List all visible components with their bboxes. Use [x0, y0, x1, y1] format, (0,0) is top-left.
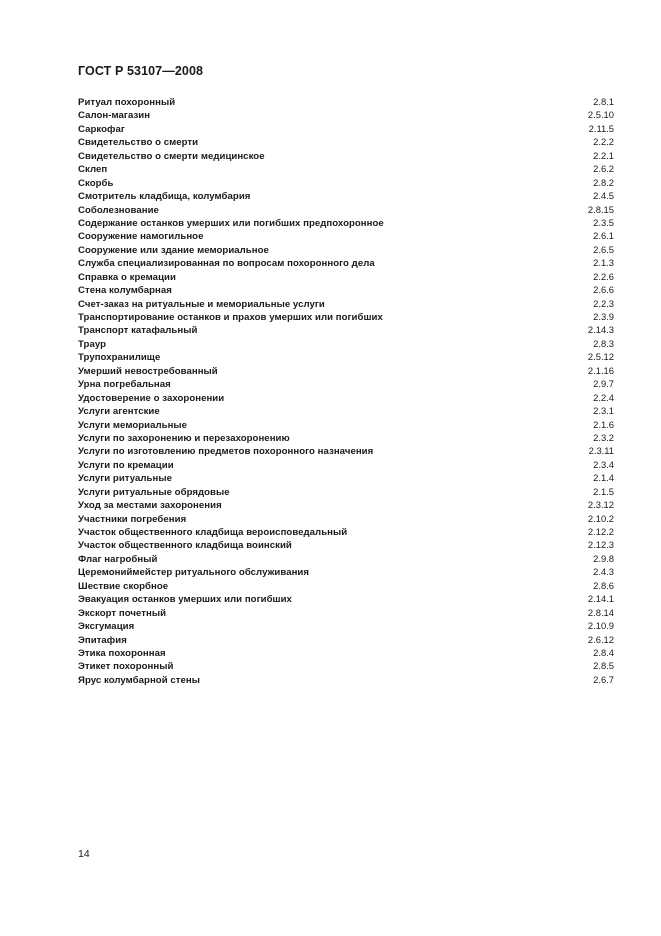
index-entry	[78, 673, 614, 686]
index-entry	[78, 108, 614, 121]
index-entry	[78, 458, 614, 471]
index-entry	[78, 337, 614, 350]
index-entry	[78, 377, 614, 390]
index-reference: 2.9.8	[593, 552, 614, 564]
index-reference: 2.2.6	[593, 270, 614, 282]
index-term: Эксгумация	[78, 621, 135, 633]
index-entry	[78, 633, 614, 646]
index-entry	[78, 189, 614, 202]
index-term: Церемониймейстер ритуального обслуживания	[78, 567, 310, 579]
index-term: Сооружение или здание мемориальное	[78, 244, 269, 256]
index-reference: 2.11.5	[588, 122, 614, 134]
index-reference: 2.8.15	[587, 203, 614, 215]
index-entry	[78, 310, 614, 323]
document-header: ГОСТ Р 53107—2008	[78, 64, 204, 78]
index-entry	[78, 391, 614, 404]
index-reference: 2.3.4	[593, 458, 614, 470]
index-term: Экскорт почетный	[78, 607, 167, 619]
index-entry	[78, 431, 614, 444]
index-term: Услуги по изготовлению предметов похоронного назначения	[78, 446, 374, 458]
index-reference: 2.8.3	[593, 337, 614, 349]
index-term: Эвакуация останков умерших или погибших	[78, 594, 292, 606]
index-term: Участок общественного кладбища вероисповедальный	[78, 527, 348, 538]
index-reference: 2.9.7	[593, 378, 614, 390]
index-entry	[78, 95, 614, 108]
index-term: Свидетельство о смерти медицинское	[78, 150, 265, 162]
index-term: Справка о кремации	[78, 271, 176, 283]
index-term: Салон-магазин	[78, 110, 151, 122]
term-index-list	[78, 95, 614, 686]
index-reference: 2.6.5	[593, 243, 614, 255]
index-entry	[78, 606, 614, 619]
index-term: Склеп	[78, 164, 108, 176]
index-reference: 2.8.2	[593, 176, 614, 188]
index-reference: 2.8.1	[593, 96, 614, 107]
index-term: Участники погребения	[78, 513, 187, 525]
index-term: Сооружение намогильное	[78, 231, 204, 243]
index-term: Услуги агентские	[78, 406, 160, 418]
index-reference: 2.8.6	[593, 579, 614, 591]
index-reference: 2.6.6	[593, 284, 614, 296]
index-term: Услуги ритуальные обрядовые	[78, 486, 230, 498]
index-reference: 2.8.4	[593, 646, 614, 658]
index-term: Транспортирование останков и прахов умерших или погибших	[78, 312, 383, 323]
index-entry	[78, 203, 614, 216]
index-term: Содержание останков умерших или погибших предпохоронное	[78, 217, 384, 229]
index-term: Трупохранилище	[78, 352, 161, 364]
index-term: Услуги ритуальные	[78, 473, 172, 485]
index-entry	[78, 646, 614, 659]
index-term: Этика похоронная	[78, 647, 166, 659]
index-reference: 2.8.14	[587, 606, 614, 618]
index-reference: 2.3.9	[593, 311, 614, 322]
index-term: Траур	[78, 338, 107, 350]
index-term: Свидетельство о смерти	[78, 137, 199, 149]
index-entry	[78, 297, 614, 310]
index-entry	[78, 283, 614, 296]
index-reference: 2.12.3	[587, 539, 614, 551]
index-reference: 2.6.12	[587, 633, 614, 645]
index-reference: 2.5.10	[587, 109, 614, 121]
index-reference: 2.2.4	[593, 391, 614, 403]
index-reference: 2.3.11	[588, 445, 614, 457]
index-reference: 2.10.9	[587, 620, 614, 632]
index-entry	[78, 216, 614, 229]
index-entry	[78, 149, 614, 162]
index-entry	[78, 176, 614, 189]
index-entry	[78, 565, 614, 578]
index-term: Ритуал похоронный	[78, 97, 176, 108]
index-entry	[78, 659, 614, 672]
index-term: Смотритель кладбища, колумбария	[78, 191, 251, 203]
index-entry	[78, 525, 614, 538]
index-term: Соболезнование	[78, 204, 159, 216]
index-reference: 2.8.5	[593, 660, 614, 672]
index-entry	[78, 592, 614, 605]
index-reference: 2.3.1	[593, 405, 614, 417]
index-entry	[78, 444, 614, 457]
index-reference: 2.3.12	[587, 499, 614, 511]
index-entry	[78, 243, 614, 256]
index-reference: 2.6.2	[593, 163, 614, 175]
index-entry	[78, 135, 614, 148]
index-term: Ярус колумбарной стены	[78, 674, 200, 686]
index-entry	[78, 538, 614, 551]
index-entry	[78, 418, 614, 431]
index-reference: 2.2.2	[593, 136, 614, 148]
index-reference: 2.1.6	[593, 418, 614, 430]
index-term: Удостоверение о захоронении	[78, 392, 225, 404]
index-term: Флаг нагробный	[78, 553, 158, 565]
index-entry	[78, 579, 614, 592]
index-term: Саркофаг	[78, 123, 125, 135]
index-entry	[78, 498, 614, 511]
index-term: Уход за местами захоронения	[78, 500, 222, 512]
index-term: Урна погребальная	[78, 379, 171, 391]
page-number: 14	[78, 848, 90, 860]
index-term: Участок общественного кладбища воинский	[78, 540, 292, 552]
index-entry	[78, 404, 614, 417]
index-term: Счет-заказ на ритуальные и мемориальные услуги	[78, 298, 325, 310]
index-term: Эпитафия	[78, 634, 127, 646]
index-reference: 2.14.3	[587, 324, 614, 336]
index-entry	[78, 256, 614, 269]
index-entry	[78, 229, 614, 242]
index-entry	[78, 364, 614, 377]
index-reference: 2.1.16	[587, 364, 614, 376]
index-reference: 2.2.1	[593, 149, 614, 161]
index-term: Услуги по захоронению и перезахоронению	[78, 432, 290, 444]
index-reference: 2.1.5	[593, 485, 614, 497]
index-term: Транспорт катафальный	[78, 325, 198, 337]
index-reference: 2.6.1	[593, 230, 614, 242]
index-reference: 2.4.5	[593, 190, 614, 202]
index-reference: 2.12.2	[587, 526, 614, 537]
index-reference: 2.2.3	[593, 297, 614, 309]
index-entry	[78, 270, 614, 283]
index-reference: 2.5.12	[587, 351, 614, 363]
index-term: Услуги мемориальные	[78, 419, 188, 431]
index-reference: 2.3.2	[593, 431, 614, 443]
index-entry	[78, 485, 614, 498]
index-reference: 2.3.5	[593, 216, 614, 228]
index-entry	[78, 471, 614, 484]
index-term: Скорбь	[78, 177, 114, 189]
index-reference: 2.1.3	[593, 257, 614, 269]
index-term: Шествие скорбное	[78, 580, 169, 592]
index-term: Этикет похоронный	[78, 661, 174, 673]
index-reference: 2.1.4	[593, 472, 614, 484]
index-reference: 2.10.2	[587, 512, 614, 524]
index-reference: 2.4.3	[593, 566, 614, 578]
index-entry	[78, 350, 614, 363]
index-term: Умерший невостребованный	[78, 365, 218, 377]
index-entry	[78, 323, 614, 336]
index-term: Стена колумбарная	[78, 285, 172, 297]
index-entry	[78, 619, 614, 632]
index-term: Служба специализированная по вопросам похоронного дела	[78, 258, 375, 270]
index-reference: 2.14.1	[587, 593, 614, 605]
index-entry	[78, 552, 614, 565]
index-entry	[78, 162, 614, 175]
index-reference: 2.6.7	[593, 673, 614, 685]
index-term: Услуги по кремации	[78, 459, 174, 471]
index-entry	[78, 512, 614, 525]
index-entry	[78, 122, 614, 135]
